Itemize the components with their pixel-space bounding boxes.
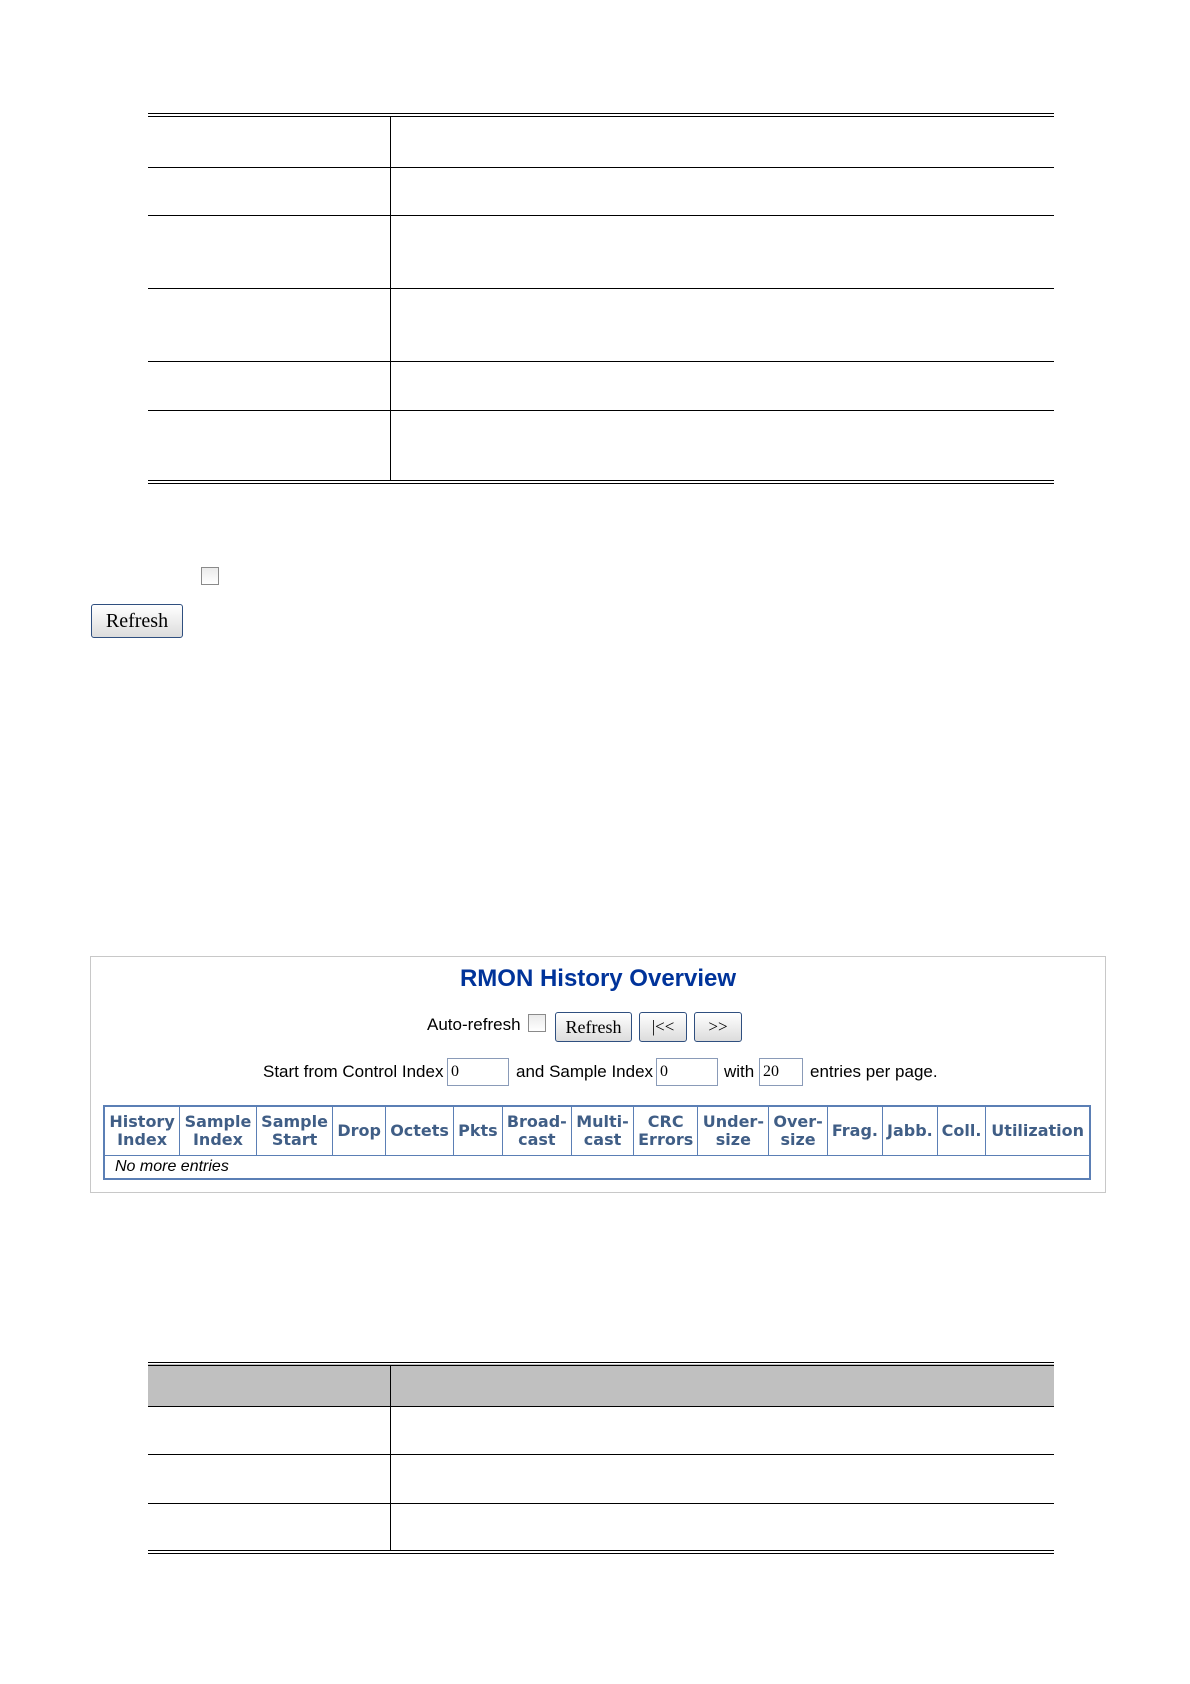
control-index-input[interactable]: 0 bbox=[447, 1058, 509, 1086]
with-label: with bbox=[724, 1062, 755, 1081]
entries-per-page-input[interactable]: 20 bbox=[759, 1058, 803, 1086]
table-cell bbox=[391, 1406, 1055, 1454]
table-cell bbox=[391, 361, 1055, 410]
table-cell bbox=[391, 167, 1055, 215]
column-header: Pkts bbox=[454, 1106, 502, 1156]
next-page-button[interactable]: >> bbox=[694, 1012, 742, 1042]
column-header: History Index bbox=[104, 1106, 180, 1156]
column-header: Drop bbox=[333, 1106, 386, 1156]
sample-index-label: and Sample Index bbox=[516, 1062, 654, 1081]
table-cell bbox=[148, 410, 391, 482]
history-table bbox=[103, 1105, 1091, 1180]
panel-auto-refresh-checkbox[interactable] bbox=[528, 1014, 546, 1032]
column-header: Broad- cast bbox=[502, 1106, 572, 1156]
column-header: Jabb. bbox=[883, 1106, 938, 1156]
panel-title: RMON History Overview bbox=[459, 965, 737, 992]
bottom-description-table bbox=[148, 1362, 1054, 1554]
top-description-table bbox=[148, 113, 1054, 484]
panel-refresh-button[interactable]: Refresh bbox=[555, 1012, 632, 1042]
column-header: Octets bbox=[385, 1106, 453, 1156]
table-cell bbox=[148, 1406, 391, 1454]
column-header: CRC Errors bbox=[633, 1106, 698, 1156]
column-header: Frag. bbox=[827, 1106, 882, 1156]
table-cell bbox=[391, 1454, 1055, 1503]
table-header-cell bbox=[391, 1364, 1055, 1406]
table-cell bbox=[391, 115, 1055, 167]
table-cell bbox=[148, 115, 391, 167]
table-row bbox=[104, 1156, 1090, 1180]
column-header: Multi- cast bbox=[572, 1106, 634, 1156]
table-cell bbox=[148, 288, 391, 361]
table-cell bbox=[148, 1454, 391, 1503]
column-header: Utilization bbox=[986, 1106, 1090, 1156]
auto-refresh-label: Auto-refresh bbox=[427, 1015, 521, 1034]
table-cell bbox=[391, 410, 1055, 482]
auto-refresh-checkbox[interactable] bbox=[201, 567, 219, 585]
entries-per-page-label: entries per page. bbox=[810, 1062, 938, 1081]
column-header: Over- size bbox=[769, 1106, 828, 1156]
column-header: Sample Start bbox=[256, 1106, 333, 1156]
table-cell bbox=[391, 215, 1055, 288]
column-header: Coll. bbox=[937, 1106, 986, 1156]
table-cell bbox=[148, 215, 391, 288]
table-cell bbox=[391, 1503, 1055, 1552]
column-header: Under- size bbox=[698, 1106, 769, 1156]
table-header-cell bbox=[148, 1364, 391, 1406]
rmon-history-panel bbox=[90, 956, 1106, 1193]
sample-index-input[interactable]: 0 bbox=[656, 1058, 718, 1086]
column-header: Sample Index bbox=[180, 1106, 257, 1156]
refresh-button[interactable]: Refresh bbox=[91, 604, 183, 638]
table-cell bbox=[148, 167, 391, 215]
first-page-button[interactable]: |<< bbox=[639, 1012, 687, 1042]
start-index-label: Start from Control Index bbox=[263, 1062, 444, 1081]
table-cell bbox=[391, 288, 1055, 361]
table-cell bbox=[148, 1503, 391, 1552]
history-table-header bbox=[104, 1106, 1090, 1156]
empty-message: No more entries bbox=[104, 1156, 1090, 1180]
table-cell bbox=[148, 361, 391, 410]
